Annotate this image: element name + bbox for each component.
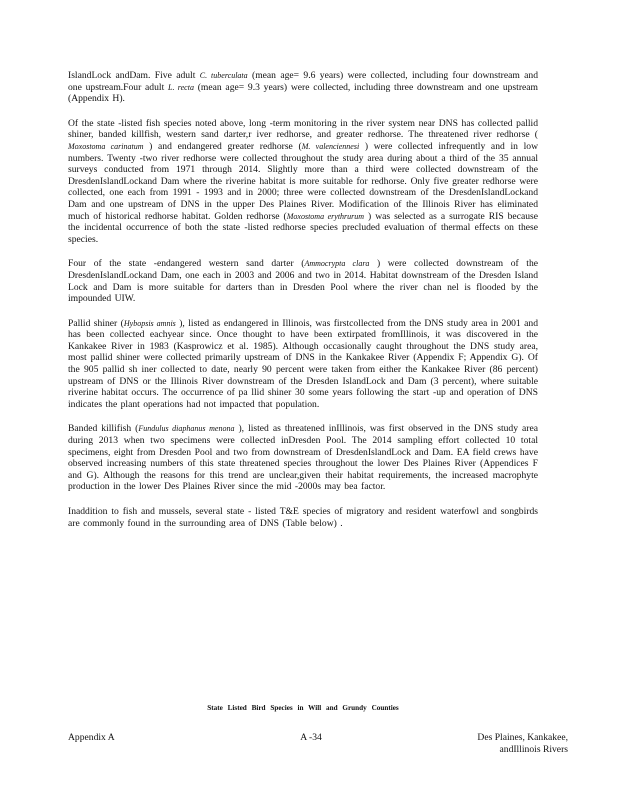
paragraph-text: ), listed as threatened inIllinois, was first observed in the DNS study area during 2013 when two specimens were collected inDresden Pool. The 2014 sampling effort collected 10 total specimens, eight from Dresden Pool and two from downstream of DresdenIslandLock and Dam. EA field crews have observed increasing numbers of this state threatened species throughout the lower Des Plaines River (Appendices F and G). Although the reasons for this trend are unclear,given their habitat requirements, the increased macrophyte production in the lower Des Plaines River since the mid -2000s may bea factor.: [68, 423, 539, 493]
species-name: Ammocrypta clara: [304, 259, 370, 269]
paragraph-text: Banded killifish (: [68, 423, 139, 435]
paragraph-text: ) were collected downstream of the DresdenIslandLockand Dam, one each in 2003 and 2006 and two in 2014. Habitat downstream of the Dresden Island Lock and Dam is more suitable for darters than in Dresden Pool where the river chan nel is flooded by the impounded UIW.: [68, 258, 539, 305]
footer-appendix-label: Appendix A: [68, 732, 115, 743]
footer-section-title-line1: Des Plaines, Kankakee,: [477, 732, 568, 743]
paragraph-text: ), listed as endangered in Illinois, was firstcollected from the DNS study area in 2001 and has been collected eachyear since. Once thought to have been extirpated fromIllinois, it was discovered in the Kankakee River in 1983 (Kasprowicz et al. 1985). Although occasionally caught throughout the DNS study area, most pallid shiner were collected primarily upstream of DNS in the Kankakee River (Appendix F; Appendix G). Of the 905 pallid sh iner collected to date, nearly 90 percent were taken from either the Kankakee River (86 percent) upstream of DNS or the Illinois River downstream of the Dresden IslandLock and Dam (3 percent), where suitable riverine habitat occurs. The occurrence of pa llid shiner 30 some years following the start -up and operation of DNS indicates the plant operations had not impacted that population.: [68, 317, 538, 410]
species-name: Moxostoma carinatum: [68, 141, 144, 151]
species-name: Moxostoma erythrurum: [286, 211, 365, 221]
paragraph-text: (mean age= 9.6 years) were collected, including four downstream and one upstream.Four adult: [68, 70, 539, 93]
paragraph-text: Inaddition to fish and mussels, several state - listed T&E species of migratory and resident waterfowl and songbirds are commonly found in the surrounding area of DNS (Table below) .: [68, 506, 538, 529]
paragraph: [68, 423, 538, 493]
species-name: Fundulus diaphanus menona: [138, 424, 235, 434]
paragraph-text: Four of the state -endangered western sand darter (: [68, 258, 305, 270]
paragraph-text: ) and endangered greater redhorse (: [143, 140, 302, 152]
paragraph: [68, 318, 538, 411]
body-text: [68, 70, 538, 542]
paragraph-text: IslandLock andDam. Five adult: [68, 70, 200, 81]
paragraph: [68, 118, 538, 246]
species-name: M. valenciennesi: [301, 141, 360, 151]
paragraph: [68, 506, 538, 529]
footer-page-number: A -34: [300, 732, 322, 743]
table-caption: State Listed Bird Species in Will and Grundy Counties: [207, 704, 399, 712]
paragraph-text: (mean age= 9.3 years) were collected, including three downstream and one upstream (Appendix H).: [68, 81, 538, 105]
paragraph-text: ) was selected as a surrogate RIS because the incidental occurrence of both the state -listed redhorse species precluded evaluation of thermal effects on these species.: [68, 210, 538, 245]
paragraph: [68, 258, 538, 304]
species-name: C. tuberculata: [199, 71, 248, 80]
footer-section-title: [408, 732, 568, 755]
footer-section-title-line2: andIllinois Rivers: [499, 743, 568, 755]
species-name: Hybopsis amnis: [123, 318, 176, 328]
paragraph-text: Pallid shiner (: [68, 317, 124, 329]
paragraph-text: Of the state -listed fish species noted above, long -term monitoring in the river system near DNS has collected pallid shiner, banded killfish, western sand darter,r iver redhorse, and greater redhorse. The threatened river redhorse (: [68, 117, 538, 141]
paragraph-text: ) were collected infrequently and in low numbers. Twenty -two river redhorse were collected throughout the study area during about a third of the 35 annual surveys conducted from 1971 through 2014. Slightly more than a third were collected downstream of the DresdenIslandLockand Dam where the riverine habitat is more suitable for redhorse. Only five greater redhorse were collected, one each from 1991 - 1993 and in 2000; three were collected downstream of the DresdenIslandLockand Dam and one upstream of DNS in the upper Des Plaines River. Modification of the Illinois River has eliminated much of historical redhorse habitat. Golden redhorse (: [68, 140, 538, 222]
species-name: L. recta: [168, 82, 194, 92]
paragraph: [68, 70, 538, 105]
